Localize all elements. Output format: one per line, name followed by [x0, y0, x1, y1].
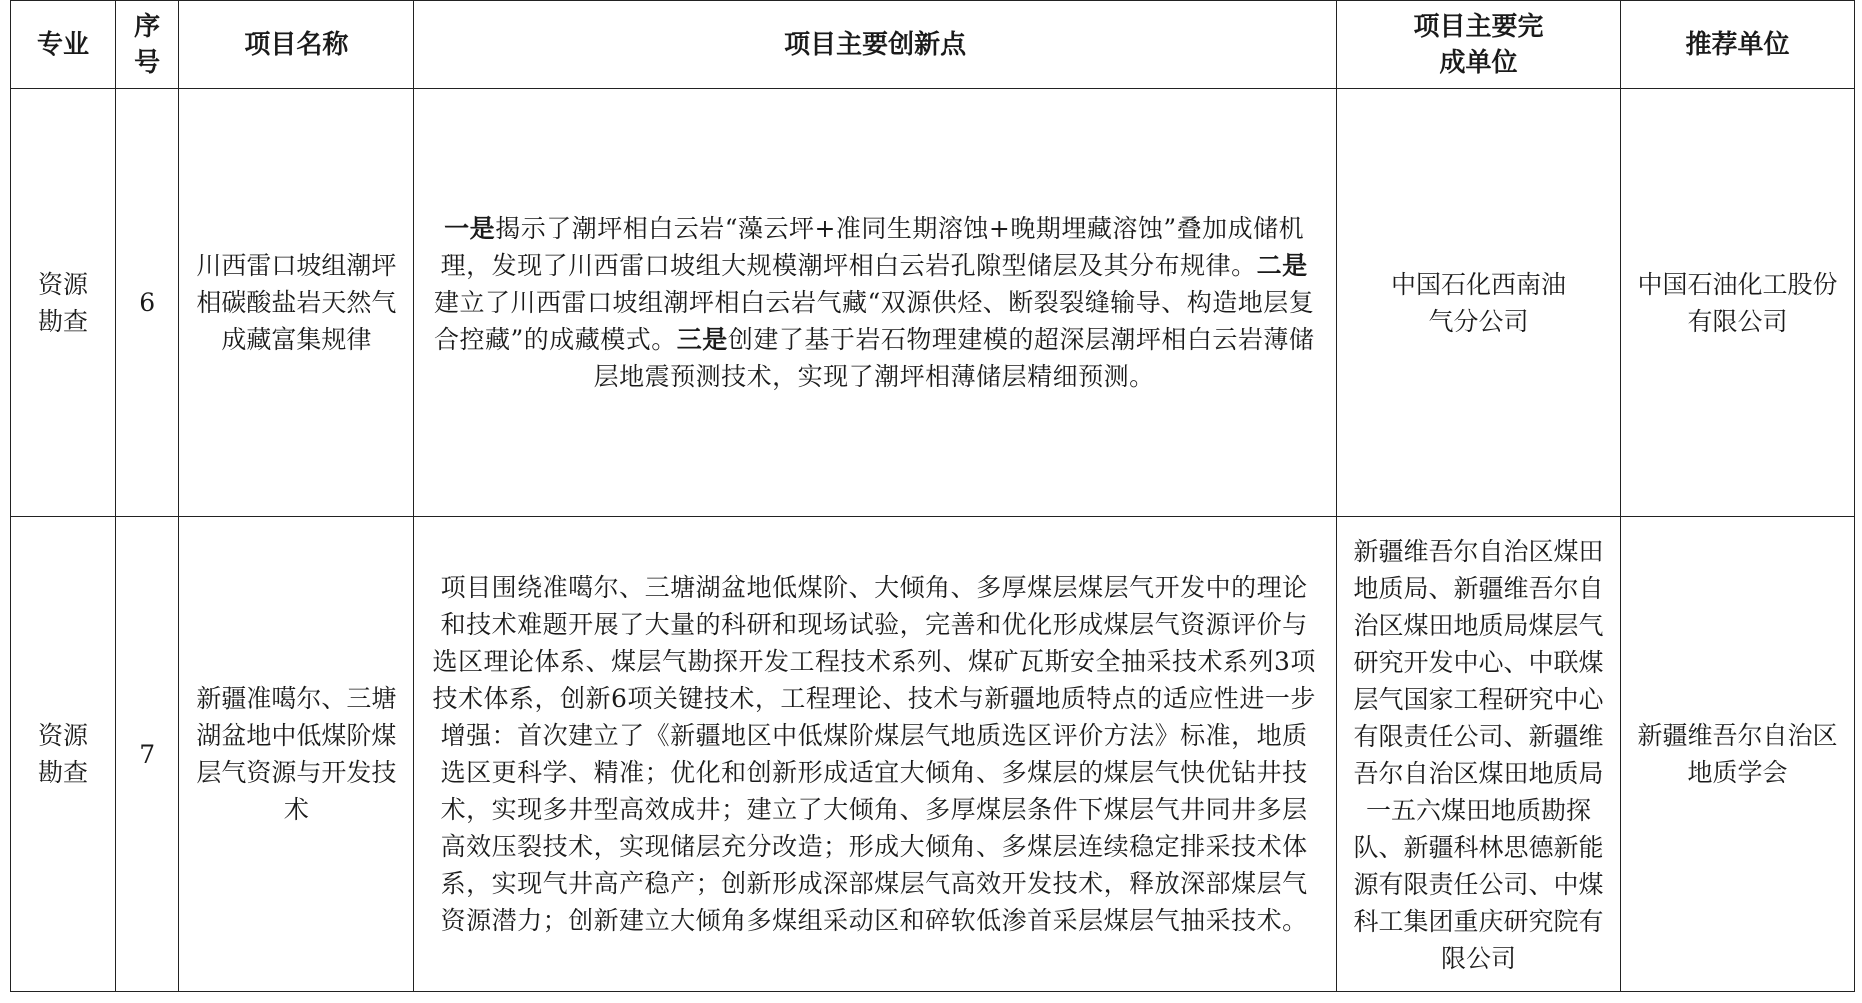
innovation-point-3-text: 创建了基于岩石物理建模的超深层潮坪相白云岩薄储层地震预测技术，实现了潮坪相薄储层精细预测。 — [593, 325, 1315, 391]
table-header-row — [11, 1, 1855, 89]
cell-project-name: 新疆准噶尔、三塘湖盆地中低煤阶煤层气资源与开发技术 — [179, 517, 414, 992]
cell-completion-unit: 新疆维吾尔自治区煤田地质局、新疆维吾尔自治区煤田地质局煤层气研究开发中心、中联煤层气国家工程研究中心有限责任公司、新疆维吾尔自治区煤田地质局一五六煤田地质勘探队、新疆科林思德新能源有限责任公司、中煤科工集团重庆研究院有限公司 — [1336, 517, 1620, 992]
innovation-point-2-text: 建立了川西雷口坡组潮坪相白云岩气藏“双源供烃、断裂裂缝输导、构造地层复合控藏”的成藏模式。 — [434, 288, 1315, 354]
header-name: 项目名称 — [179, 1, 414, 89]
cell-recommender: 中国石油化工股份有限公司 — [1621, 89, 1855, 517]
table-row — [11, 517, 1855, 992]
header-innovation: 项目主要创新点 — [414, 1, 1337, 89]
header-major: 专业 — [11, 1, 116, 89]
innovation-point-3-marker: 三是 — [676, 325, 728, 354]
header-recommender: 推荐单位 — [1621, 1, 1855, 89]
header-seq: 序号 — [116, 1, 179, 89]
cell-innovation — [414, 89, 1337, 517]
innovation-point-1-marker: 一是 — [444, 214, 496, 243]
cell-recommender: 新疆维吾尔自治区地质学会 — [1621, 517, 1855, 992]
header-unit: 项目主要完成单位 — [1336, 1, 1620, 89]
innovation-point-2-marker: 二是 — [1256, 251, 1308, 280]
innovation-point-1-text: 揭示了潮坪相白云岩“藻云坪+准同生期溶蚀+晚期埋藏溶蚀”叠加成储机理，发现了川西雷口坡组大规模潮坪相白云岩孔隙型储层及其分布规律。 — [440, 214, 1305, 280]
cell-completion-unit: 中国石化西南油气分公司 — [1336, 89, 1620, 517]
cell-major: 资源勘查 — [11, 89, 116, 517]
table-row — [11, 89, 1855, 517]
cell-seq: 6 — [116, 89, 179, 517]
cell-major: 资源勘查 — [11, 517, 116, 992]
cell-innovation: 项目围绕准噶尔、三塘湖盆地低煤阶、大倾角、多厚煤层煤层气开发中的理论和技术难题开展了大量的科研和现场试验，完善和优化形成煤层气资源评价与选区理论体系、煤层气勘探开发工程技术系列、煤矿瓦斯安全抽采技术系列3项技术体系，创新6项关键技术，工程理论、技术与新疆地质特点的适应性进一步增强：首次建立了《新疆地区中低煤阶煤层气地质选区评价方法》标准，地质选区更科学、精准；优化和创新形成适宜大倾角、多煤层的煤层气快优钻井技术，实现多井型高效成井；建立了大倾角、多厚煤层条件下煤层气井同井多层高效压裂技术，实现储层充分改造；形成大倾角、多煤层连续稳定排采技术体系，实现气井高产稳产；创新形成深部煤层气高效开发技术，释放深部煤层气资源潜力；创新建立大倾角多煤组采动区和碎软低渗首采层煤层气抽采技术。 — [414, 517, 1337, 992]
project-table — [10, 0, 1855, 992]
cell-project-name: 川西雷口坡组潮坪相碳酸盐岩天然气成藏富集规律 — [179, 89, 414, 517]
cell-seq: 7 — [116, 517, 179, 992]
